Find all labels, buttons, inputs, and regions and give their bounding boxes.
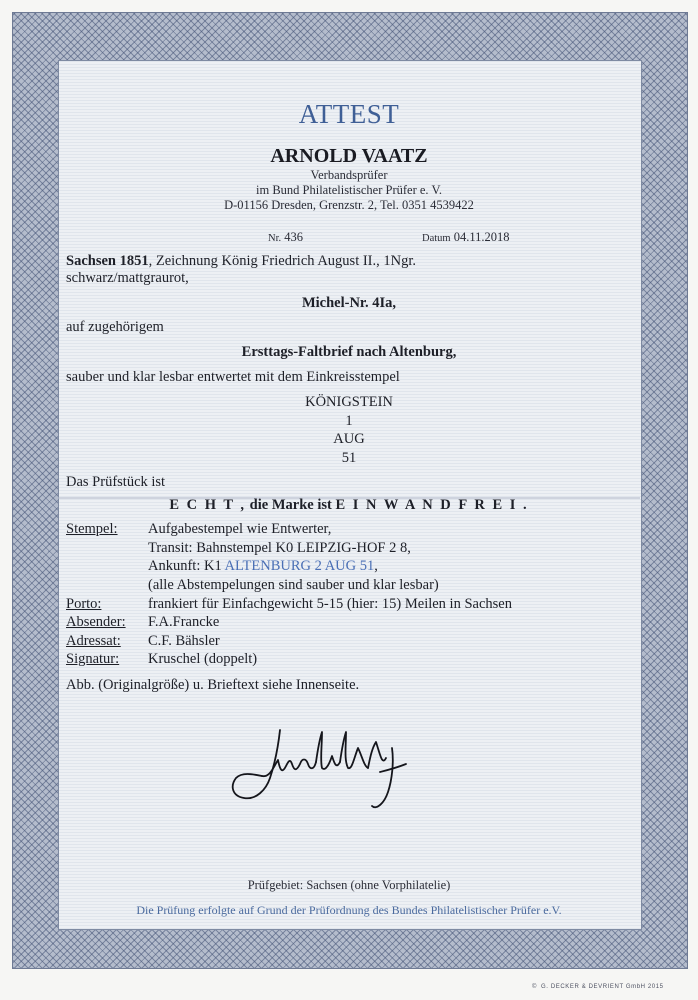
- ankunft-prefix: Ankunft: K1: [148, 558, 225, 574]
- cancel-description: sauber und klar lesbar entwertet mit dem Einkreisstempel: [66, 369, 400, 385]
- stempel-label: Stempel:: [66, 521, 118, 537]
- pruefordnung-note: Die Prüfung erfolgte auf Grund der Prüfordnung des Bundes Philatelistischer Prüfer e.V.: [136, 903, 562, 917]
- signatur-label: Signatur:: [66, 651, 120, 667]
- examiner-role: Verbandsprüfer: [310, 168, 388, 182]
- stamp-description-line1: [66, 253, 416, 270]
- postmark-line-town: KÖNIGSTEIN: [305, 394, 393, 410]
- postmark-line-year: 51: [341, 450, 357, 466]
- examiner-association: im Bund Philatelistischer Prüfer e. V.: [256, 183, 442, 197]
- michel-number: Michel-Nr. 4Ia,: [301, 295, 397, 311]
- verdict-echt: E C H T ,: [169, 497, 247, 513]
- stempel-line-1: Aufgabestempel wie Entwerter,: [148, 521, 332, 537]
- verdict-mid: die Marke ist: [249, 497, 332, 513]
- cover-description: Ersttags-Faltbrief nach Altenburg,: [241, 344, 457, 360]
- certificate-date-label: Datum: [422, 233, 451, 244]
- examiner-name: ARNOLD VAATZ: [270, 145, 428, 167]
- stamp-design: , Zeichnung König Friedrich August II., 1Ngr.: [148, 253, 417, 269]
- illustration-note: Abb. (Originalgröße) u. Brieftext siehe Innenseite.: [66, 677, 360, 693]
- certificate-date-value: 04.11.2018: [453, 230, 510, 244]
- stempel-line-3: [148, 558, 378, 575]
- ankunft-highlight: ALTENBURG 2 AUG 51: [224, 558, 375, 574]
- ankunft-suffix: ,: [374, 558, 378, 574]
- verdict-statement: [58, 497, 640, 514]
- certificate-number-value: 436: [284, 230, 303, 244]
- adressat-label: Adressat:: [66, 633, 121, 649]
- pruefgebiet: Prüfgebiet: Sachsen (ohne Vorphilatelie): [247, 878, 451, 892]
- examiner-address: D-01156 Dresden, Grenzstr. 2, Tel. 0351 4539422: [224, 198, 474, 212]
- verdict-einwandfrei: E I N W A N D F R E I .: [335, 497, 529, 513]
- copyright-notice: [532, 975, 664, 993]
- examiner-signature: [222, 718, 422, 818]
- postmark-line-month: AUG: [333, 431, 365, 447]
- stamp-color: schwarz/mattgraurot,: [66, 270, 189, 286]
- copyright-text: G. DECKER & DEVRIENT GmbH 2015: [541, 984, 664, 990]
- copyright-icon: ©: [532, 984, 538, 990]
- postmark-line-day: 1: [345, 413, 353, 429]
- certificate-number: [268, 230, 303, 245]
- absender-label: Absender:: [66, 614, 126, 630]
- stamp-issue: Sachsen 1851: [66, 253, 149, 269]
- porto-value: frankiert für Einfachgewicht 5-15 (hier: 15) Meilen in Sachsen: [148, 596, 512, 612]
- certificate-number-label: Nr.: [268, 233, 282, 244]
- absender-value: F.A.Francke: [148, 614, 220, 630]
- porto-label: Porto:: [66, 596, 102, 612]
- stempel-note: (alle Abstempelungen sind sauber und klar lesbar): [148, 577, 439, 593]
- adressat-value: C.F. Bähsler: [148, 633, 220, 649]
- on-cover-label: auf zugehörigem: [66, 319, 164, 335]
- stempel-line-2: Transit: Bahnstempel K0 LEIPZIG-HOF 2 8,: [148, 540, 411, 556]
- signatur-value: Kruschel (doppelt): [148, 651, 258, 667]
- certificate-title: ATTEST: [298, 99, 400, 129]
- verdict-label: Das Prüfstück ist: [66, 474, 166, 490]
- certificate-date: [422, 230, 510, 245]
